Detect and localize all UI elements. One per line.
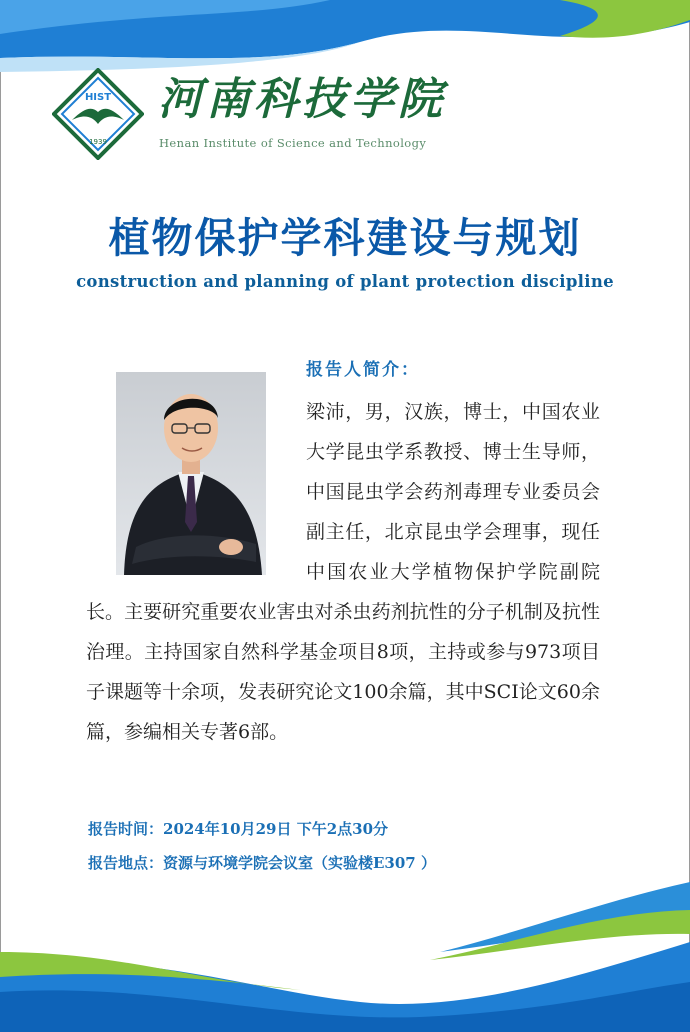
speaker-intro-label: 报告人简介： [306, 360, 420, 380]
lecture-subtitle: construction and planning of plant protection discipline [76, 272, 614, 291]
photo-spacer [86, 392, 306, 592]
lecture-title: 植物保护学科建设与规划 [108, 214, 582, 262]
emblem-badge-text: HIST [84, 92, 112, 103]
speaker-bio-text: 梁沛，男，汉族，博士，中国农业大学昆虫学系教授、博士生导师，中国昆虫学会药剂毒理专业委员会副主任，北京昆虫学会理事，现任中国农业大学植物保护学院副院长。主要研究重要农业害虫对杀虫药剂抗性的分子机制及抗性治理。主持国家自然科学基金项目8项，主持或参与973项目子课题等十余项，发表研究论文100余篇，其中SCI论文60余篇，参编相关专著6部。 [86, 401, 600, 743]
school-emblem [52, 68, 144, 160]
lecture-time: 报告时间：2024年10月29日 下午2点30分 [88, 820, 389, 838]
emblem-year: 1939 [89, 138, 107, 146]
school-name-chinese: 河南科技学院 [158, 74, 446, 125]
lecture-location: 报告地点：资源与环境学院会议室（实验楼E307 ） [88, 854, 436, 872]
speaker-bio [86, 392, 600, 752]
bottom-wave-decoration [0, 882, 690, 1032]
school-name-english: Henan Institute of Science and Technology [159, 136, 427, 150]
